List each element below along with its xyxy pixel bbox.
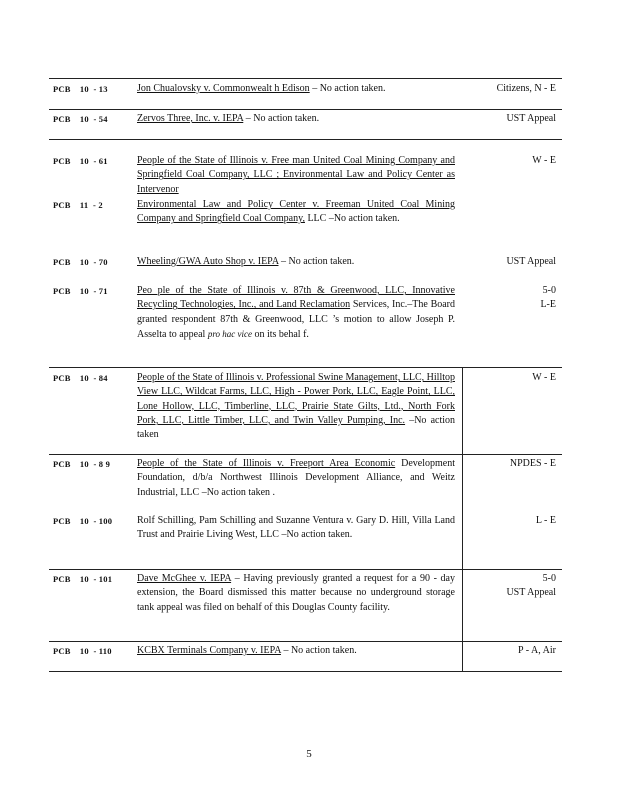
description-text: Peo ple of the State of Illinois v. 87th & Greenwood, LLC, Innovative Recycling Technologies, Inc., and Land Reclamation (137, 285, 455, 311)
case-type: NPDES - E (509, 458, 556, 469)
description-text: Development Foundation, d/b/a Northwest Illinois Development Alliance, and Weitz Industrial, LLC –No action taken . (137, 458, 455, 498)
description-text: – No action taken. (278, 256, 355, 267)
case-type: 5-0 L-E (540, 285, 556, 311)
description-text: KCBX Terminals Company v. IEPA (137, 645, 281, 656)
description-text: Zervos Three, Inc. v. IEPA (137, 113, 244, 124)
rule (49, 78, 562, 79)
case-number: PCB 10 - 61 (53, 156, 108, 166)
case-number: PCB 10 - 54 (53, 114, 108, 124)
case-number: PCB 10 - 13 (53, 84, 108, 94)
case-type: W - E (532, 155, 556, 166)
case-type: 5-0 UST Appeal (506, 573, 556, 599)
description-text: on its behal f. (251, 328, 309, 340)
case-description (137, 198, 455, 227)
description-text: People of the State of Illinois v. Professional Swine Management, LLC, Hilltop View LLC, Wildcat Farms, LLC, High - Power Pork, LLC, Eagle Point, LLC, Lone Hollow, LLC, Timberline, LLC, Prairie State Gilts, Ltd., North Fork Pork, LLC, Little Timber, LLC, and Twin Valley Pumping, Inc. (137, 372, 455, 426)
case-type: L - E (535, 515, 556, 526)
description-text: Rolf Schilling, Pam Schilling and Suzanne Ventura v. Gary D. Hill, Villa Land Trust and Prairie Living West, LLC –No action taken. (137, 515, 455, 541)
case-description (137, 514, 455, 543)
case-number: PCB 10 - 71 (53, 286, 108, 296)
case-description (137, 457, 455, 500)
case-number: PCB 10 - 110 (53, 646, 112, 656)
case-number: PCB 10 - 8 9 (53, 459, 111, 469)
case-number: PCB 10 - 70 (53, 257, 108, 267)
case-description (137, 82, 455, 96)
description-text: –No action taken (137, 414, 456, 441)
description-text: Jon Chualovsky v. Commonwealt h Edison (137, 83, 310, 94)
case-type: P - A, Air (518, 645, 556, 656)
rule (49, 569, 562, 570)
description-text: People of the State of Illinois v. Free man United Coal Mining Company and Springfield Coal Company, LLC ; Environmental Law and Policy Center as Intervenor (137, 155, 455, 195)
description-text: pro hac vice (207, 328, 252, 339)
description-text: Dave McGhee v. IEPA (137, 573, 232, 584)
case-description (137, 572, 455, 615)
description-text: People of the State of Illinois v. Freeport Area Economic (137, 458, 396, 469)
rule (49, 454, 562, 455)
case-type: UST Appeal (506, 113, 556, 124)
rule (49, 367, 562, 368)
case-type: Citizens, N - E (496, 83, 556, 94)
case-number: PCB 10 - 84 (53, 373, 108, 383)
rule (49, 671, 562, 672)
case-number: PCB 10 - 100 (53, 516, 113, 526)
case-description (137, 154, 455, 197)
description-text: Services, Inc.–The Board granted respondent 87th & Greenwood, LLC ’s motion to allow Joseph P. Asselta to appeal (137, 299, 456, 340)
description-text: LLC –No action taken. (304, 213, 400, 225)
case-description (137, 112, 455, 126)
description-text: – No action taken. (280, 645, 357, 656)
page-number: 5 (306, 748, 312, 760)
case-description (137, 284, 455, 342)
case-description (137, 255, 455, 269)
case-type: W - E (532, 372, 556, 383)
description-text: – No action taken. (309, 83, 386, 94)
rule (49, 109, 562, 110)
description-text: – No action taken. (243, 113, 320, 124)
description-text: Wheeling/GWA Auto Shop v. IEPA (137, 256, 279, 267)
description-text: – Having previously granted a request for a 90 - day extension, the Board dismissed this matter because no underground storage tank appeal was filed on behalf of this Douglas County facility. (137, 573, 455, 613)
case-number: PCB 11 - 2 (53, 200, 103, 210)
rule (49, 139, 562, 140)
rule (49, 641, 562, 642)
description-text: Environmental Law and Policy Center v. Freeman United Coal Mining Company and Springfield Coal Company, (137, 199, 455, 225)
case-type: UST Appeal (506, 256, 556, 267)
case-description (137, 371, 455, 442)
case-number: PCB 10 - 101 (53, 574, 113, 584)
case-description (137, 644, 455, 658)
